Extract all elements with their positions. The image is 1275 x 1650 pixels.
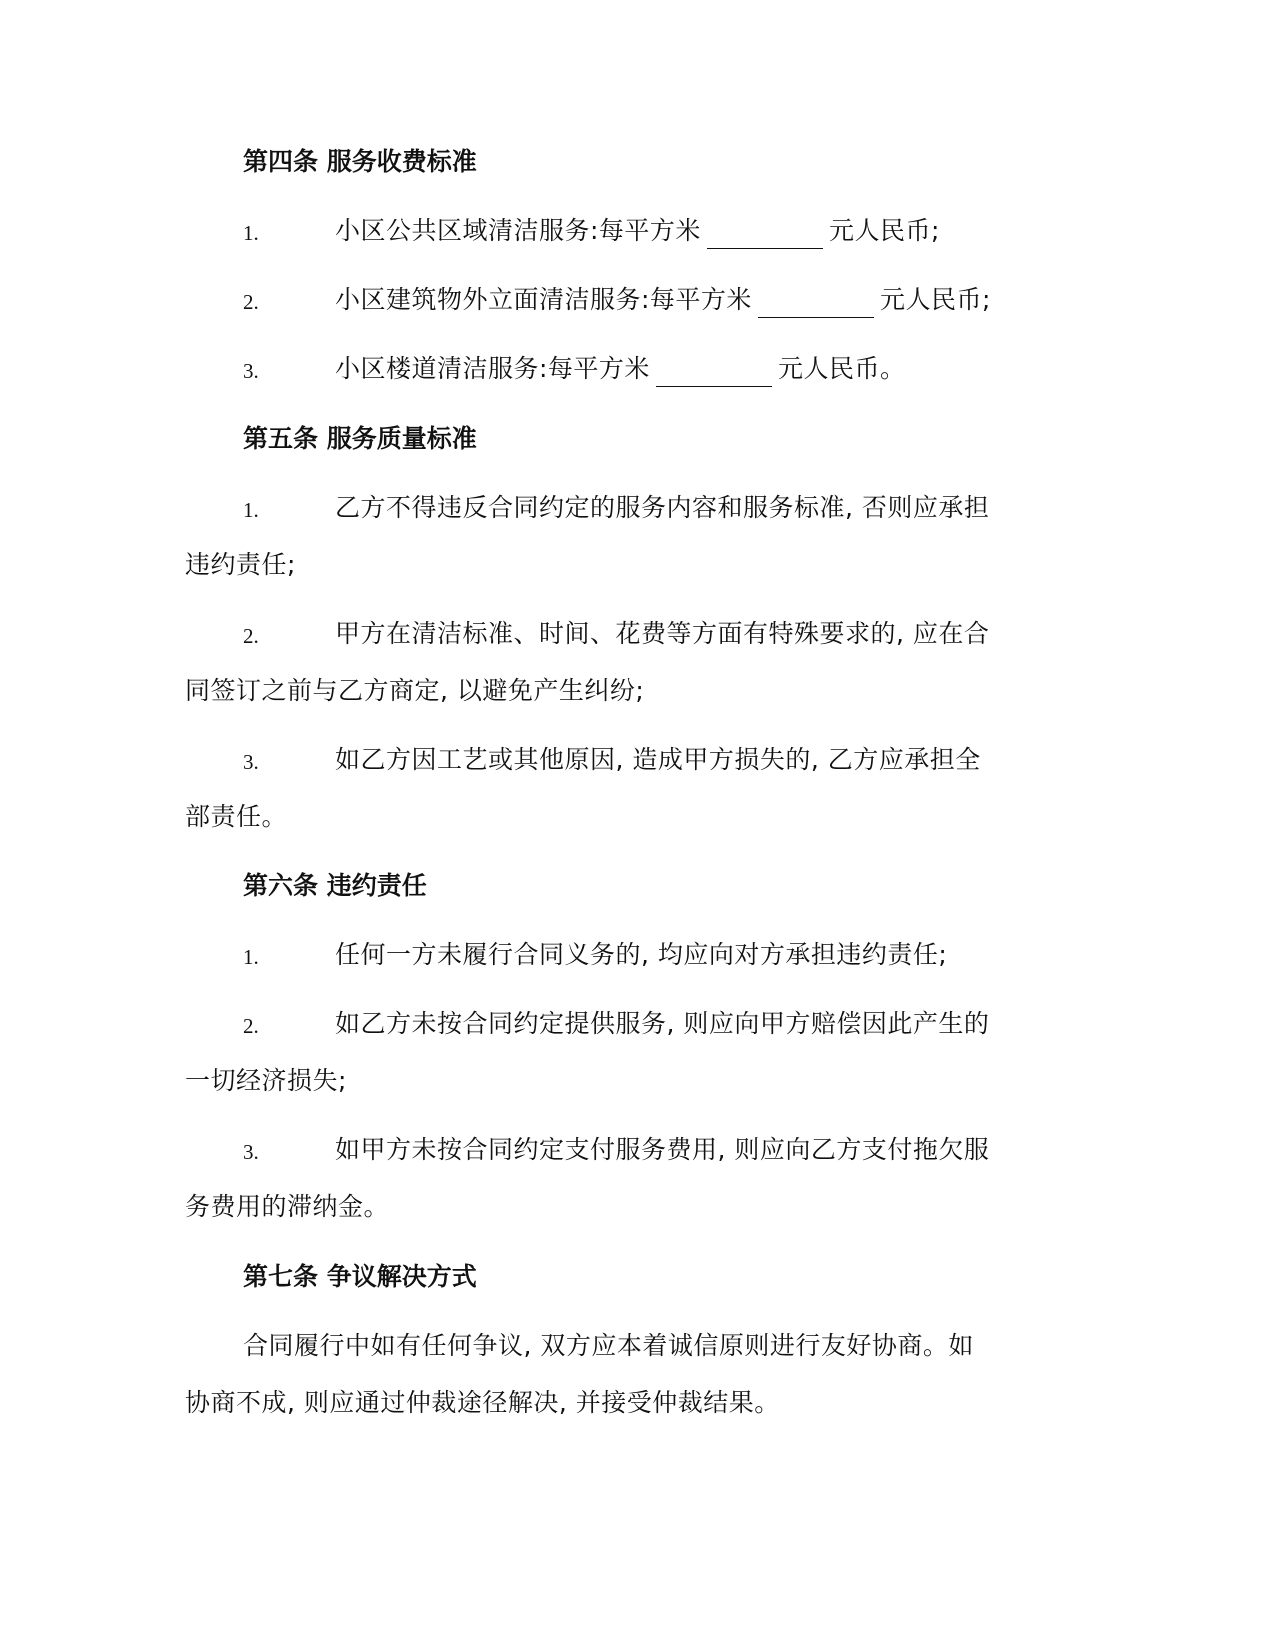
article-4-item-3-unit: 元人民币。	[777, 354, 906, 383]
article-7-line-2: 协商不成, 则应通过仲裁途径解决, 并接受仲裁结果。	[185, 1388, 780, 1417]
article-4-item-2-text: 小区建筑物外立面清洁服务:每平方米	[335, 285, 752, 314]
article-5-item-1-line-2: 违约责任;	[185, 550, 296, 579]
fill-in-blank[interactable]	[656, 360, 772, 387]
fill-in-blank[interactable]	[707, 222, 823, 249]
article-5-item-1-line-1: 乙方不得违反合同约定的服务内容和服务标准, 否则应承担	[335, 493, 990, 522]
article-4-item-1-number: 1.	[243, 221, 259, 245]
article-6-item-1-line-1: 任何一方未履行合同义务的, 均应向对方承担违约责任;	[335, 940, 948, 969]
article-5-item-2-number: 2.	[243, 624, 259, 648]
article-5-item-3-line-2: 部责任。	[185, 802, 288, 831]
article-4-item-2-unit: 元人民币;	[879, 285, 991, 314]
article-5-item-3-number: 3.	[243, 750, 259, 774]
article-4-item-3-number: 3.	[243, 359, 259, 383]
article-7-line-1: 合同履行中如有任何争议, 双方应本着诚信原则进行友好协商。如	[243, 1331, 974, 1360]
article-6-item-2-line-2: 一切经济损失;	[185, 1066, 347, 1095]
article-5-item-1-number: 1.	[243, 498, 259, 522]
article-6-item-3-line-1: 如甲方未按合同约定支付服务费用, 则应向乙方支付拖欠服	[335, 1135, 990, 1164]
article-6-item-3-number: 3.	[243, 1140, 259, 1164]
article-4-heading: 第四条 服务收费标准	[243, 147, 477, 176]
article-4-item-1-unit: 元人民币;	[828, 216, 940, 245]
article-4-item-1	[335, 213, 940, 249]
article-6-item-3-line-2: 务费用的滞纳金。	[185, 1192, 390, 1221]
article-4-item-3-text: 小区楼道清洁服务:每平方米	[335, 354, 650, 383]
article-6-item-2-number: 2.	[243, 1014, 259, 1038]
article-5-item-2-line-1: 甲方在清洁标准、时间、花费等方面有特殊要求的, 应在合	[335, 619, 990, 648]
article-4-item-3	[335, 351, 905, 387]
article-5-heading: 第五条 服务质量标准	[243, 424, 477, 453]
fill-in-blank[interactable]	[758, 291, 874, 318]
article-7-heading: 第七条 争议解决方式	[243, 1262, 477, 1291]
article-4-item-2-number: 2.	[243, 290, 259, 314]
article-6-heading: 第六条 违约责任	[243, 871, 427, 900]
article-4-item-2	[335, 282, 991, 318]
article-5-item-3-line-1: 如乙方因工艺或其他原因, 造成甲方损失的, 乙方应承担全	[335, 745, 981, 774]
article-4-item-1-text: 小区公共区域清洁服务:每平方米	[335, 216, 701, 245]
article-6-item-1-number: 1.	[243, 945, 259, 969]
article-6-item-2-line-1: 如乙方未按合同约定提供服务, 则应向甲方赔偿因此产生的	[335, 1009, 990, 1038]
article-5-item-2-line-2: 同签订之前与乙方商定, 以避免产生纠纷;	[185, 676, 645, 705]
